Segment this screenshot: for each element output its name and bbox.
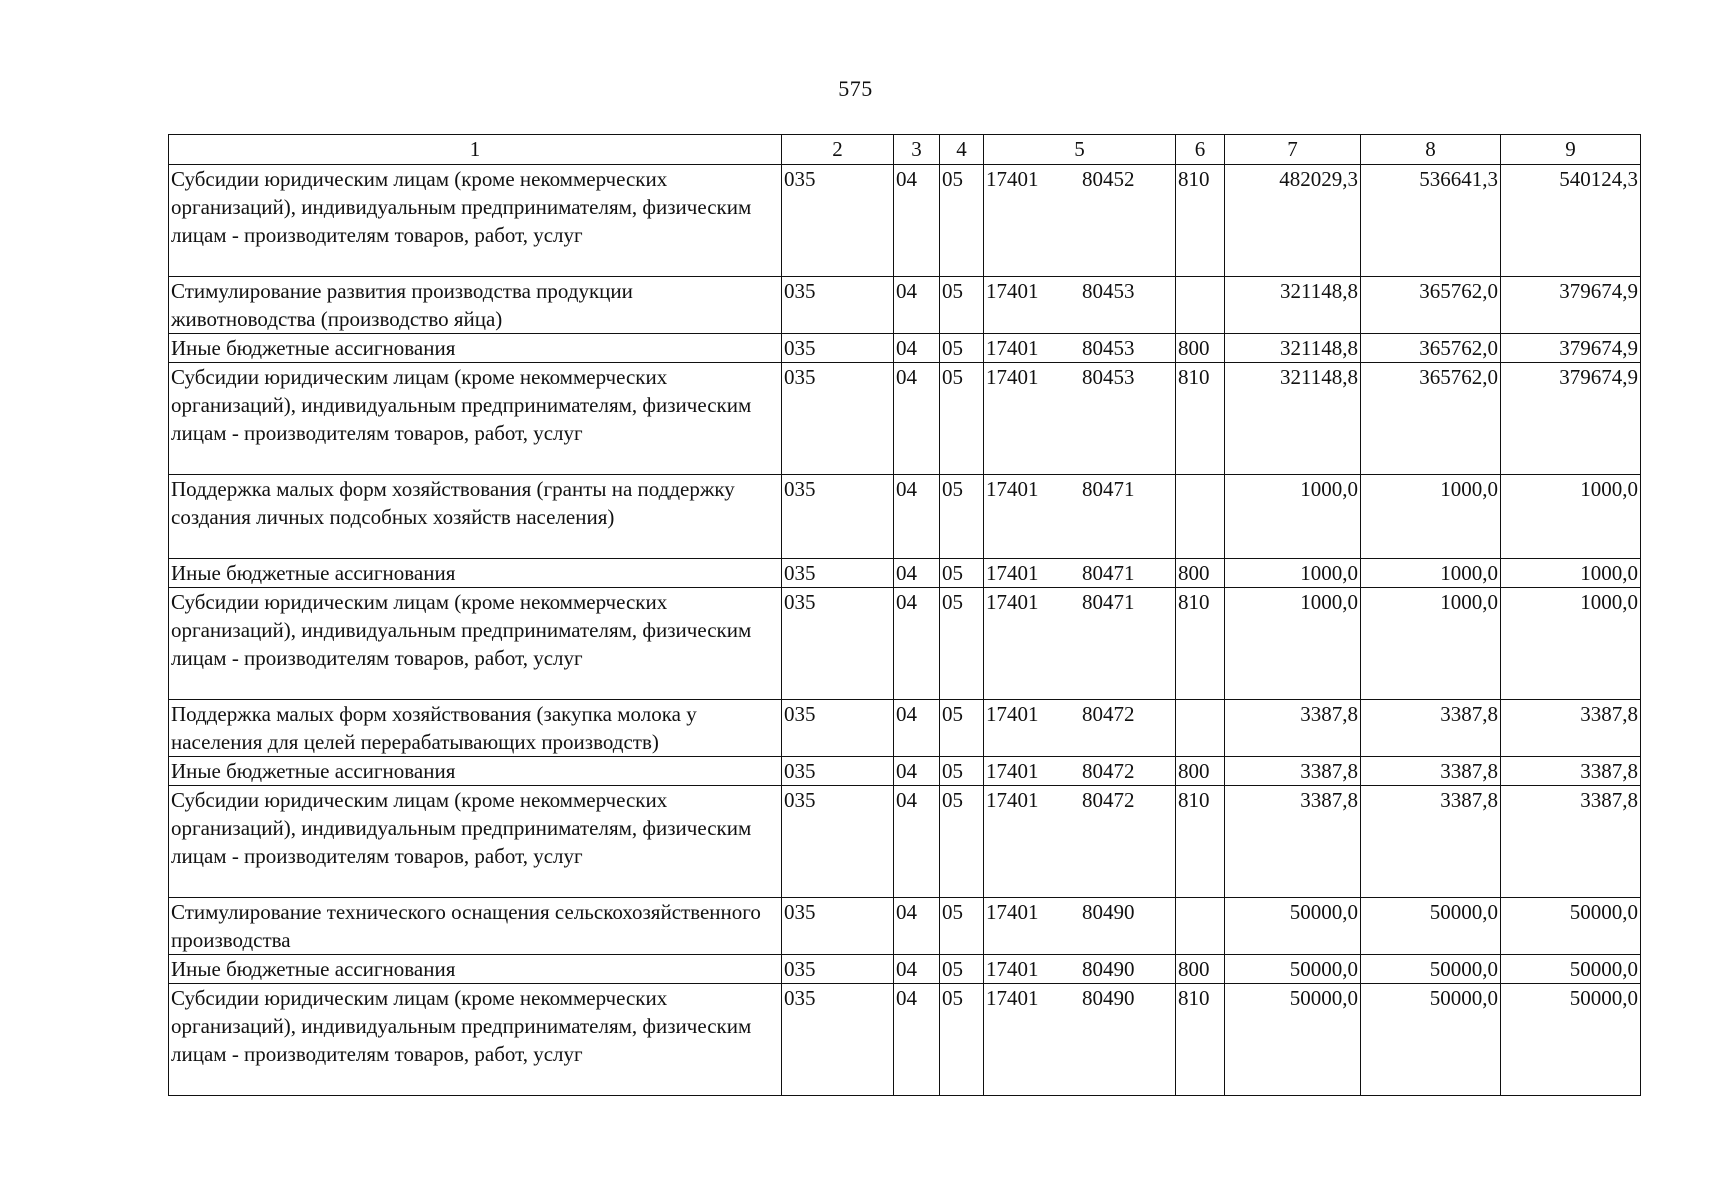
code-ministry: 035 — [782, 955, 894, 984]
amount-year-2: 3387,8 — [1361, 757, 1501, 786]
amount-year-2: 536641,3 — [1361, 165, 1501, 277]
table-row — [169, 898, 1641, 955]
code-ministry: 035 — [782, 757, 894, 786]
code-subsection: 05 — [940, 165, 984, 277]
target-article-program: 17401 — [986, 561, 1039, 585]
code-target-article — [984, 475, 1176, 559]
row-description: Поддержка малых форм хозяйствования (закупка молока у населения для целей перерабатывающих производств) — [169, 700, 782, 757]
amount-year-2: 365762,0 — [1361, 363, 1501, 475]
amount-year-3: 50000,0 — [1501, 984, 1641, 1096]
amount-year-1: 1000,0 — [1225, 475, 1361, 559]
amount-year-1: 50000,0 — [1225, 984, 1361, 1096]
amount-year-3: 379674,9 — [1501, 363, 1641, 475]
code-section: 04 — [894, 757, 940, 786]
header-row — [169, 135, 1641, 165]
target-article-direction: 80490 — [1082, 900, 1135, 924]
amount-year-2: 1000,0 — [1361, 559, 1501, 588]
target-article-program: 17401 — [986, 477, 1039, 501]
code-section: 04 — [894, 955, 940, 984]
code-target-article — [984, 786, 1176, 898]
target-article-program: 17401 — [986, 759, 1039, 783]
row-description: Субсидии юридическим лицам (кроме некоммерческих организаций), индивидуальным предпринимателям, физическим лицам - производителям товаров, работ, услуг — [169, 984, 782, 1096]
amount-year-3: 540124,3 — [1501, 165, 1641, 277]
row-description: Иные бюджетные ассигнования — [169, 757, 782, 786]
amount-year-1: 1000,0 — [1225, 559, 1361, 588]
code-ministry: 035 — [782, 363, 894, 475]
code-ministry: 035 — [782, 165, 894, 277]
target-article-direction: 80472 — [1082, 788, 1135, 812]
table-row — [169, 165, 1641, 277]
amount-year-3: 379674,9 — [1501, 277, 1641, 334]
code-expense-type: 810 — [1176, 984, 1225, 1096]
code-subsection: 05 — [940, 363, 984, 475]
table-row — [169, 559, 1641, 588]
header-cell: 1 — [169, 135, 782, 165]
amount-year-1: 3387,8 — [1225, 757, 1361, 786]
table-row — [169, 757, 1641, 786]
code-subsection: 05 — [940, 786, 984, 898]
code-section: 04 — [894, 786, 940, 898]
code-section: 04 — [894, 475, 940, 559]
code-subsection: 05 — [940, 700, 984, 757]
code-section: 04 — [894, 898, 940, 955]
amount-year-3: 1000,0 — [1501, 475, 1641, 559]
code-expense-type: 800 — [1176, 757, 1225, 786]
code-subsection: 05 — [940, 898, 984, 955]
amount-year-1: 3387,8 — [1225, 700, 1361, 757]
amount-year-3: 3387,8 — [1501, 757, 1641, 786]
target-article-direction: 80453 — [1082, 365, 1135, 389]
code-ministry: 035 — [782, 334, 894, 363]
code-section: 04 — [894, 277, 940, 334]
code-target-article — [984, 757, 1176, 786]
amount-year-2: 365762,0 — [1361, 334, 1501, 363]
code-expense-type — [1176, 475, 1225, 559]
header-cell: 2 — [782, 135, 894, 165]
code-subsection: 05 — [940, 277, 984, 334]
amount-year-3: 1000,0 — [1501, 588, 1641, 700]
code-ministry: 035 — [782, 898, 894, 955]
code-expense-type: 800 — [1176, 334, 1225, 363]
target-article-direction: 80472 — [1082, 759, 1135, 783]
row-description: Субсидии юридическим лицам (кроме некоммерческих организаций), индивидуальным предпринимателям, физическим лицам - производителям товаров, работ, услуг — [169, 165, 782, 277]
code-target-article — [984, 363, 1176, 475]
row-description: Стимулирование технического оснащения сельскохозяйственного производства — [169, 898, 782, 955]
target-article-program: 17401 — [986, 590, 1039, 614]
code-ministry: 035 — [782, 700, 894, 757]
code-ministry: 035 — [782, 277, 894, 334]
table-row — [169, 786, 1641, 898]
amount-year-1: 50000,0 — [1225, 955, 1361, 984]
code-ministry: 035 — [782, 984, 894, 1096]
target-article-direction: 80452 — [1082, 167, 1135, 191]
header-cell: 9 — [1501, 135, 1641, 165]
amount-year-1: 321148,8 — [1225, 363, 1361, 475]
code-target-article — [984, 898, 1176, 955]
code-target-article — [984, 700, 1176, 757]
target-article-program: 17401 — [986, 336, 1039, 360]
row-description: Субсидии юридическим лицам (кроме некоммерческих организаций), индивидуальным предпринимателям, физическим лицам - производителям товаров, работ, услуг — [169, 786, 782, 898]
code-expense-type — [1176, 277, 1225, 334]
header-cell: 6 — [1176, 135, 1225, 165]
code-ministry: 035 — [782, 475, 894, 559]
target-article-program: 17401 — [986, 788, 1039, 812]
amount-year-3: 1000,0 — [1501, 559, 1641, 588]
code-expense-type: 810 — [1176, 786, 1225, 898]
code-expense-type: 810 — [1176, 363, 1225, 475]
amount-year-1: 1000,0 — [1225, 588, 1361, 700]
code-target-article — [984, 588, 1176, 700]
target-article-program: 17401 — [986, 986, 1039, 1010]
header-cell: 5 — [984, 135, 1176, 165]
table-row — [169, 475, 1641, 559]
code-ministry: 035 — [782, 588, 894, 700]
code-section: 04 — [894, 559, 940, 588]
table-row — [169, 984, 1641, 1096]
code-section: 04 — [894, 984, 940, 1096]
code-target-article — [984, 955, 1176, 984]
code-subsection: 05 — [940, 475, 984, 559]
amount-year-3: 3387,8 — [1501, 700, 1641, 757]
code-expense-type: 810 — [1176, 588, 1225, 700]
code-section: 04 — [894, 363, 940, 475]
amount-year-1: 50000,0 — [1225, 898, 1361, 955]
header-cell: 7 — [1225, 135, 1361, 165]
code-target-article — [984, 277, 1176, 334]
amount-year-2: 3387,8 — [1361, 786, 1501, 898]
code-subsection: 05 — [940, 559, 984, 588]
table-row — [169, 700, 1641, 757]
code-section: 04 — [894, 334, 940, 363]
target-article-direction: 80490 — [1082, 986, 1135, 1010]
code-subsection: 05 — [940, 955, 984, 984]
amount-year-1: 3387,8 — [1225, 786, 1361, 898]
amount-year-1: 321148,8 — [1225, 277, 1361, 334]
amount-year-3: 3387,8 — [1501, 786, 1641, 898]
target-article-program: 17401 — [986, 167, 1039, 191]
target-article-program: 17401 — [986, 957, 1039, 981]
amount-year-3: 50000,0 — [1501, 898, 1641, 955]
row-description: Иные бюджетные ассигнования — [169, 559, 782, 588]
header-cell: 3 — [894, 135, 940, 165]
amount-year-2: 50000,0 — [1361, 955, 1501, 984]
amount-year-3: 379674,9 — [1501, 334, 1641, 363]
table-row — [169, 277, 1641, 334]
row-description: Иные бюджетные ассигнования — [169, 955, 782, 984]
target-article-program: 17401 — [986, 279, 1039, 303]
code-ministry: 035 — [782, 559, 894, 588]
amount-year-2: 50000,0 — [1361, 984, 1501, 1096]
row-description: Субсидии юридическим лицам (кроме некоммерческих организаций), индивидуальным предпринимателям, физическим лицам - производителям товаров, работ, услуг — [169, 363, 782, 475]
amount-year-1: 321148,8 — [1225, 334, 1361, 363]
amount-year-1: 482029,3 — [1225, 165, 1361, 277]
target-article-direction: 80453 — [1082, 279, 1135, 303]
code-subsection: 05 — [940, 588, 984, 700]
amount-year-3: 50000,0 — [1501, 955, 1641, 984]
code-expense-type: 810 — [1176, 165, 1225, 277]
code-section: 04 — [894, 700, 940, 757]
code-target-article — [984, 334, 1176, 363]
target-article-direction: 80471 — [1082, 477, 1135, 501]
amount-year-2: 50000,0 — [1361, 898, 1501, 955]
target-article-direction: 80471 — [1082, 590, 1135, 614]
row-description: Поддержка малых форм хозяйствования (гранты на поддержку создания личных подсобных хозяйств населения) — [169, 475, 782, 559]
header-cell: 8 — [1361, 135, 1501, 165]
code-subsection: 05 — [940, 334, 984, 363]
code-target-article — [984, 559, 1176, 588]
target-article-direction: 80453 — [1082, 336, 1135, 360]
amount-year-2: 1000,0 — [1361, 588, 1501, 700]
code-expense-type — [1176, 898, 1225, 955]
amount-year-2: 365762,0 — [1361, 277, 1501, 334]
code-subsection: 05 — [940, 984, 984, 1096]
table-row — [169, 334, 1641, 363]
target-article-direction: 80471 — [1082, 561, 1135, 585]
code-expense-type — [1176, 700, 1225, 757]
table-row — [169, 588, 1641, 700]
amount-year-2: 3387,8 — [1361, 700, 1501, 757]
row-description: Субсидии юридическим лицам (кроме некоммерческих организаций), индивидуальным предпринимателям, физическим лицам - производителям товаров, работ, услуг — [169, 588, 782, 700]
code-target-article — [984, 984, 1176, 1096]
amount-year-2: 1000,0 — [1361, 475, 1501, 559]
code-subsection: 05 — [940, 757, 984, 786]
row-description: Иные бюджетные ассигнования — [169, 334, 782, 363]
table-row — [169, 955, 1641, 984]
target-article-direction: 80490 — [1082, 957, 1135, 981]
code-expense-type: 800 — [1176, 559, 1225, 588]
code-section: 04 — [894, 588, 940, 700]
target-article-program: 17401 — [986, 900, 1039, 924]
code-ministry: 035 — [782, 786, 894, 898]
page-number: 575 — [838, 76, 873, 101]
code-target-article — [984, 165, 1176, 277]
table-row — [169, 363, 1641, 475]
target-article-direction: 80472 — [1082, 702, 1135, 726]
code-section: 04 — [894, 165, 940, 277]
header-cell: 4 — [940, 135, 984, 165]
budget-table — [168, 134, 1641, 1096]
target-article-program: 17401 — [986, 702, 1039, 726]
code-expense-type: 800 — [1176, 955, 1225, 984]
target-article-program: 17401 — [986, 365, 1039, 389]
row-description: Стимулирование развития производства продукции животноводства (производство яйца) — [169, 277, 782, 334]
